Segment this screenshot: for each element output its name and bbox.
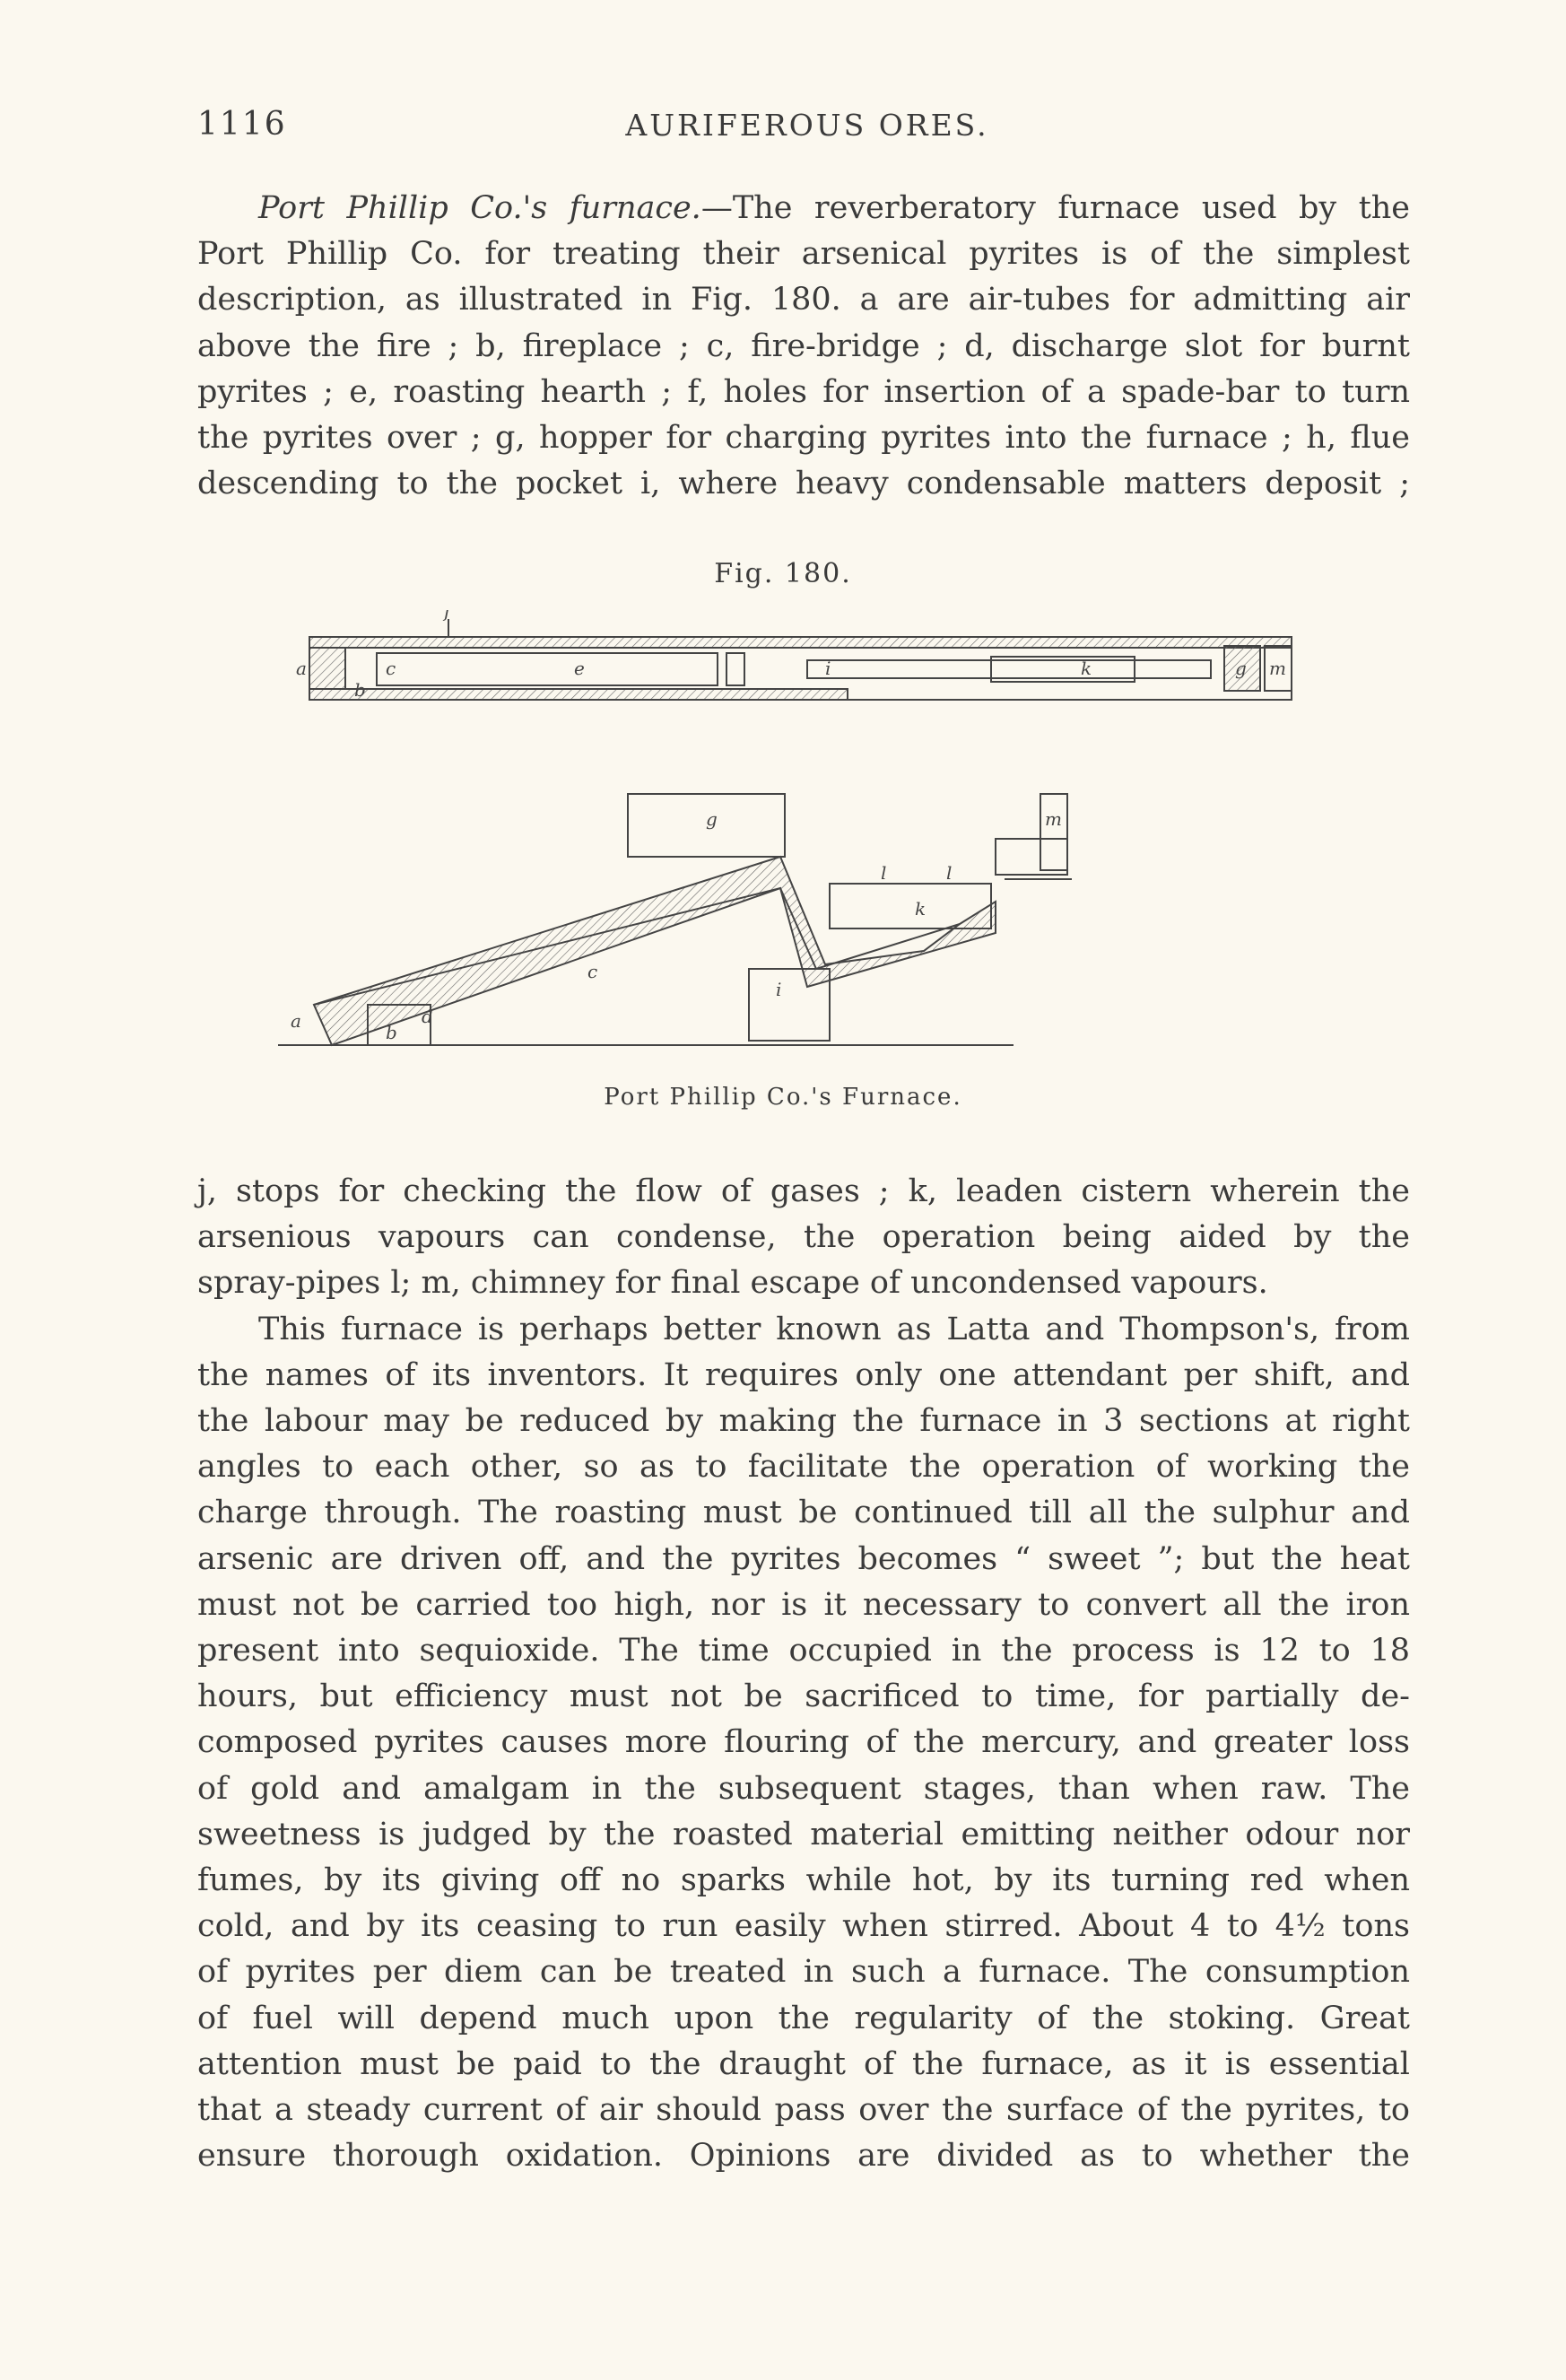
section-chimney [1040, 794, 1067, 870]
plan-air-tubes [309, 648, 345, 689]
label: c [386, 658, 396, 679]
line: spray-pipes l; m, chimney for final escape of uncondensed vapours. [197, 1265, 1268, 1302]
line: sweetness is judged by the roasted material emitting neither odour nor [197, 1816, 1410, 1853]
line: present into sequioxide. The time occupied in the process is 12 to 18 [197, 1633, 1410, 1669]
label: a [291, 1010, 301, 1032]
section-lead: Port Phillip Co.'s furnace. [258, 190, 701, 226]
label: g [706, 808, 718, 830]
figure-caption: Port Phillip Co.'s Furnace. [604, 1084, 962, 1111]
line: fumes, by its giving off no sparks while hot, by its turning red when [197, 1862, 1410, 1899]
label: c [587, 961, 598, 982]
line: the names of its inventors. It requires only one attendant per shift, and [197, 1356, 1410, 1393]
label: i [825, 658, 831, 679]
label: k [915, 898, 927, 920]
line: description, as illustrated in Fig. 180. a are air-tubes for admitting air [197, 282, 1410, 318]
line: pyrites ; e, roasting hearth ; f, holes for insertion of a spade-bar to turn [197, 373, 1410, 410]
line: that a steady current of air should pass over the surface of the pyrites, to [197, 2092, 1410, 2129]
figure-label: Fig. 180. [714, 558, 852, 589]
furnace-diagram [278, 610, 1336, 1077]
label: l [881, 862, 887, 884]
label: k [1081, 658, 1092, 679]
plan-flue [807, 660, 1211, 678]
line: attention must be paid to the draught of the furnace, as it is essential [197, 2045, 1410, 2082]
line: arsenious vapours can condense, the operation being aided by the [197, 1219, 1410, 1256]
page-number: 1116 [197, 106, 287, 143]
line: hours, but efficiency must not be sacrificed to time, for partially de- [197, 1678, 1410, 1715]
line: the labour may be reduced by making the furnace in 3 sections at right [197, 1403, 1410, 1440]
line: composed pyrites causes more flouring of the mercury, and greater loss [197, 1724, 1410, 1761]
label: b [354, 679, 366, 701]
line: of gold and amalgam in the subsequent stages, than when raw. The [197, 1770, 1410, 1807]
line: descending to the pocket i, where heavy condensable matters deposit ; [197, 466, 1410, 502]
label: m [1045, 808, 1062, 830]
section-flue-wall [314, 857, 996, 1045]
furnace-figure [278, 610, 1336, 1077]
label: g [1235, 658, 1247, 679]
label: i [776, 979, 782, 1000]
line: above the fire ; b, fireplace ; c, fire-bridge ; d, discharge slot for burnt [197, 327, 1410, 364]
intro-paragraph [197, 186, 1410, 507]
plan-top-wall [309, 637, 1292, 648]
line: This furnace is perhaps better known as Latta and Thompson's, from [258, 1311, 1410, 1347]
line: of pyrites per diem can be treated in such a furnace. The consumption [197, 1954, 1410, 1991]
label: m [1269, 658, 1286, 679]
running-title: AURIFEROUS ORES. [625, 108, 989, 143]
body-paragraphs [197, 1169, 1410, 2179]
section-view [278, 794, 1072, 1045]
label: e [574, 658, 585, 679]
line: ensure thorough oxidation. Opinions are divided as to whether the [197, 2138, 1410, 2175]
plan-view [309, 619, 1292, 700]
line: must not be carried too high, nor is it necessary to convert all the iron [197, 1586, 1410, 1623]
line: angles to each other, so as to facilitate the operation of working the [197, 1449, 1410, 1486]
line: arsenic are driven off, and the pyrites becomes “ sweet ”; but the heat [197, 1540, 1410, 1577]
label: f [444, 610, 451, 622]
label: d [422, 1006, 433, 1027]
line: Port Phillip Co. for treating their arsenical pyrites is of the simplest [197, 236, 1410, 273]
label: l [946, 862, 953, 884]
page-header [197, 106, 1417, 160]
line: charge through. The roasting must be continued till all the sulphur and [197, 1495, 1410, 1531]
plan-bridge [726, 653, 744, 685]
plan-labels [296, 610, 1286, 701]
label: b [386, 1022, 397, 1043]
line: of fuel will depend much upon the regularity of the stoking. Great [197, 2000, 1410, 2036]
line: cold, and by its ceasing to run easily when stirred. About 4 to 4½ tons [197, 1908, 1410, 1945]
line: the pyrites over ; g, hopper for charging pyrites into the furnace ; h, flue [197, 420, 1410, 457]
label: a [296, 658, 307, 679]
line: Port Phillip Co.'s furnace.—The reverberatory furnace used by the [258, 190, 1411, 226]
plan-bottom-wall [309, 689, 848, 700]
line: j, stops for checking the flow of gases ; k, leaden cistern wherein the [197, 1173, 1410, 1209]
plan-hearth [377, 653, 718, 685]
